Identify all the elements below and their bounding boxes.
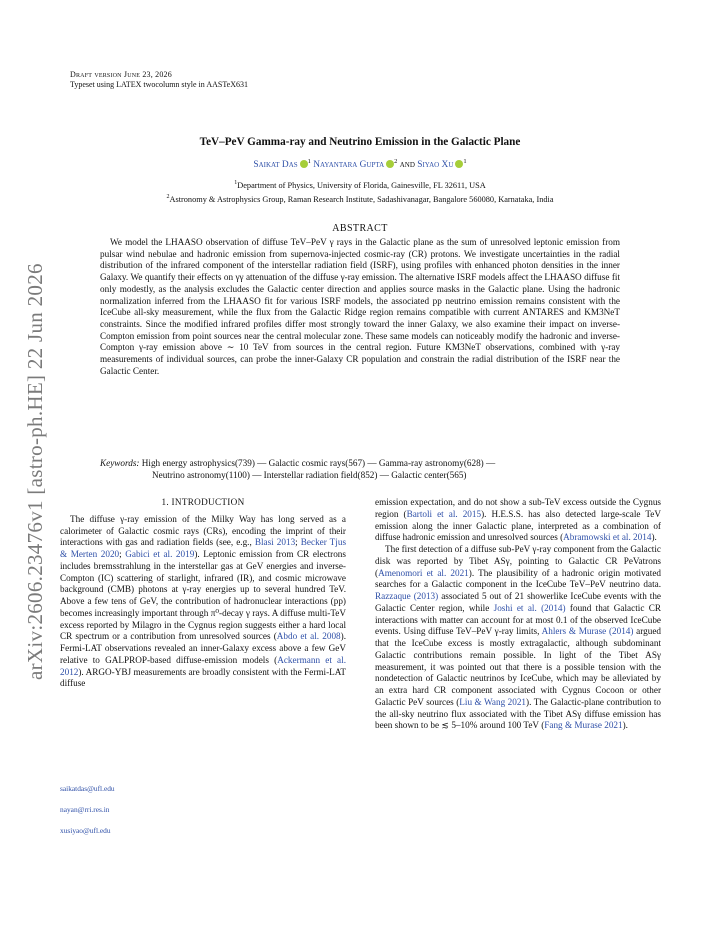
orcid-icon[interactable] (300, 160, 308, 168)
paragraph-text: ). Fermi-LAT observations revealed an inner-Galaxy excess above a few GeV relative to GALPROP-based diffuse-emission models ( (60, 631, 346, 665)
paragraph-text: ). (622, 720, 628, 731)
paragraph-text: The first detection of a diffuse sub-PeV γ-ray component from the Galactic disk was reported by Tibet ASγ, pointing to Galactic CR PeVatrons ( (375, 544, 661, 578)
citation-link[interactable]: Abramowski et al. 2014 (563, 532, 652, 543)
email-footnotes (60, 784, 115, 847)
draft-version-line: Draft version June 23, 2026 (70, 70, 172, 79)
keywords-line: Neutrino astronomy(1100) — Interstellar radiation field(852) — Galactic center(565) (152, 470, 467, 480)
citation-link[interactable]: Joshi et al. (2014) (493, 602, 566, 613)
paragraph-text: found that Galactic CR interactions with matter can account for at most 0.1 of the observed IceCube events. Using diffuse TeV–PeV γ-ray limits, (375, 602, 661, 637)
paragraph-text: ). ARGO-YBJ measurements are broadly consistent with the Fermi-LAT diffuse (60, 666, 346, 689)
citation-link[interactable]: Blasi 2013 (254, 537, 296, 548)
citation-link[interactable]: Liu & Wang 2021 (459, 696, 527, 707)
author-affil-mark: 1 (307, 158, 311, 165)
arxiv-stamp[interactable]: arXiv:2606.23476v1 [astro-ph.HE] 22 Jun 2026 (23, 263, 47, 680)
citation-link[interactable]: Becker Tjus & Merten 2020 (60, 537, 347, 559)
paragraph (375, 544, 661, 732)
keywords-line: High energy astrophysics(739) — Galactic cosmic rays(567) — Gamma-ray astronomy(628) — (141, 458, 496, 468)
typeset-line: Typeset using LATEX twocolumn style in AASTeX631 (70, 80, 248, 89)
orcid-icon[interactable] (386, 160, 394, 168)
paragraph (60, 514, 346, 690)
paragraph-text: associated 5 out of 21 showerlike IceCube events with the Galactic Center region, while (375, 591, 661, 613)
paper-title: TeV–PeV Gamma-ray and Neutrino Emission in the Galactic Plane (199, 136, 521, 148)
left-column (60, 497, 346, 690)
citation-link[interactable]: Abdo et al. 2008 (276, 631, 341, 642)
paragraph-text: ; (119, 549, 126, 559)
affiliation-mark: 1 (234, 180, 238, 186)
paragraph-text: The diffuse γ-ray emission of the Milky Way has long served as a calorimeter of Galactic cosmic rays (CRs), encoding the imprint of their interactions with gas and radiation fields (see, e.g., (60, 513, 346, 548)
citation-link[interactable]: Ackermann et al. 2012 (60, 654, 346, 677)
author-affil-mark: 2 (394, 158, 398, 165)
abstract-text: We model the LHAASO observation of diffuse TeV–PeV γ rays in the Galactic plane as the sum of unresolved leptonic emission from pulsar wind nebulae and hadronic emission from supernova-injected cosmic-ray (CR) protons. We investigate uncertainties in the radial distribution of the infrared component of the interstellar radiation field (ISRF), using profiles with enhanced photon densities in the inner Galaxy. We quantify their effects on γγ attenuation of the diffuse γ-ray emission. The alternative ISRF models affect the LHAASO diffuse fit only modestly, as the analysis excludes the Galactic center direction and applies source masks in the Galactic plane. Using the hadronic normalization inferred from the LHAASO fit for various ISRF models, the associated pp neutrino emission remains consistent with the IceCube all-sky measurement, while the flux from the Galactic Ridge region remains compatible with current ANTARES and KM3NeT constraints. Since the modified infrared profiles differ most strongly toward the inner Galaxy, we also examine their impact on inverse-Compton emission from point sources near the central molecular zone. These same models can noticeably modify the hadronic and inverse-Compton γ-ray emission above ∼ 10 TeV from sources in the central region. Future KM3NeT observations, combined with γ-ray measurements of individual sources, can probe the inner-Galaxy CR population and constrain the radial distribution of the ISRF near the Galactic Center. (100, 237, 620, 376)
section-heading: 1. INTRODUCTION (161, 497, 245, 507)
paragraph (375, 497, 661, 544)
affiliation (80, 194, 640, 204)
citation-link[interactable]: Fang & Murase 2021 (544, 720, 623, 731)
email-link[interactable]: nayan@rri.res.in (60, 805, 110, 814)
paragraph-text: ). The Galactic-plane contribution to the all-sky neutrino flux associated with the Tibet ASγ diffuse emission has been shown to be ≲ 5–10% around 100 TeV ( (375, 696, 662, 731)
abstract-heading: ABSTRACT (332, 223, 388, 234)
affiliation-text: Department of Physics, University of Florida, Gainesville, FL 32611, USA (237, 180, 486, 190)
paragraph-text: ). The plausibility of a hadronic origin motivated searches for a Galactic component in the IceCube TeV–PeV neutrino data. (375, 567, 661, 590)
preprint-header (70, 70, 248, 90)
citation-link[interactable]: Ahlers & Murase (2014) (541, 626, 634, 637)
author-and: and (399, 160, 415, 171)
paragraph-text: ; (295, 537, 301, 548)
paragraph-text: argued that the IceCube excess is mostly extragalactic, although subdominant Galactic contributions remain possible. In light of the Tibet ASγ measurement, it was pointed out that there is a possible tension with the nondetection of Galactic neutrinos by IceCube, which may be alleviated by an extra hard CR component associated with Cygnus Cocoon or other Galactic PeV sources ( (375, 626, 661, 707)
author-name[interactable]: Saikat Das (253, 160, 298, 171)
paragraph-text: emission expectation, and do not show a sub-TeV excess outside the Cygnus region ( (375, 497, 661, 519)
citation-link[interactable]: Bartoli et al. 2015 (406, 508, 482, 519)
email-link[interactable]: xusiyao@ufl.edu (60, 826, 111, 835)
keywords-label: Keywords: (100, 458, 140, 468)
affiliation-mark: 2 (166, 194, 170, 200)
affiliation-text: Astronomy & Astrophysics Group, Raman Research Institute, Sadashivanagar, Bangalore 560080, Karnataka, India (169, 194, 554, 204)
affiliation (80, 180, 640, 190)
paragraph-text: ). Leptonic emission from CR electrons includes bremsstrahlung in the interstellar gas at GeV energies and inverse-Compton (IC) scattering of starlight, infrared (IR), and cosmic microwave background (CMB) photons at γ-ray energies up to several hundred TeV. Above a few tens of GeV, the contribution of hadronuclear interactions (pp) becomes increasingly important through π⁰-decay γ rays. A diffuse multi-TeV excess reported by Milagro in the Cygnus region suggests either a hard local CR spectrum or a contribution from unresolved sources ( (60, 549, 346, 642)
author-affil-mark: 1 (463, 158, 467, 165)
citation-link[interactable]: Gabici et al. 2019 (125, 549, 195, 559)
email-link[interactable]: saikatdas@ufl.edu (60, 784, 115, 793)
right-column (375, 497, 661, 732)
author-list (100, 158, 620, 170)
citation-link[interactable]: Razzaque (2013) (375, 591, 439, 601)
keywords-block (100, 457, 620, 481)
author-name[interactable]: Siyao Xu (417, 160, 454, 171)
author-name[interactable]: Nayantara Gupta (313, 160, 385, 171)
citation-link[interactable]: Amenomori et al. 2021 (378, 567, 469, 578)
paragraph-text: ). H.E.S.S. has also detected large-scale TeV emission along the inner Galactic plane, interpreted as a combination of diffuse hadronic emission and unresolved sources ( (375, 508, 662, 543)
paragraph-text: ). (651, 532, 657, 543)
